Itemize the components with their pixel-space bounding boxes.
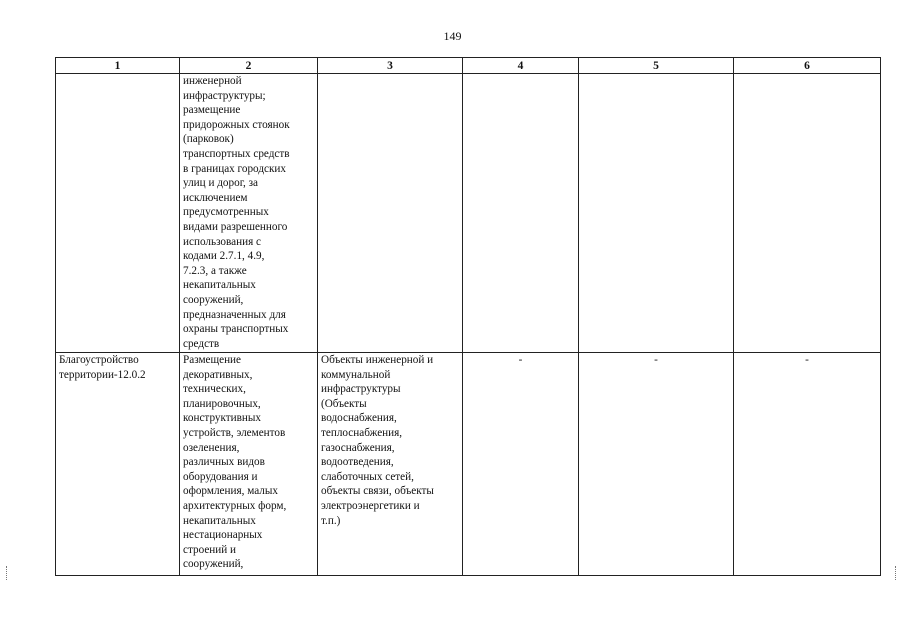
table-row (56, 353, 881, 576)
column-header-1: 1 (56, 58, 180, 74)
column-header-4: 4 (463, 58, 579, 74)
table-cell-col4: - (463, 353, 579, 576)
table-cell-col6: - (734, 353, 881, 576)
table-header-row (56, 58, 881, 74)
table-cell-description: Размещение декоративных, технических, планировочных, конструктивных устройств, элементов озеленения, различных видов оборудования и оформления, малых архитектурных форм, некапитальных нестационарных строений и сооружений, (180, 353, 318, 576)
table-cell-col5 (579, 74, 734, 353)
table-cell-objects: Объекты инженерной и коммунальной инфраструктуры (Объекты водоснабжения, теплоснабжения, газоснабжения, водоотведения, слаботочных сетей, объекты связи, объекты электроэнергетики и т.п.) (318, 353, 463, 576)
page-number: 149 (443, 29, 462, 43)
land-use-table (55, 57, 881, 576)
column-header-6: 6 (734, 58, 881, 74)
scan-edge-mark-right (895, 566, 898, 580)
table-cell-col5: - (579, 353, 734, 576)
table-cell-col4 (463, 74, 579, 353)
table-cell-type: Благоустройство территории-12.0.2 (56, 353, 180, 576)
table-cell-objects (318, 74, 463, 353)
table-row (56, 74, 881, 353)
column-header-3: 3 (318, 58, 463, 74)
column-header-5: 5 (579, 58, 734, 74)
column-header-2: 2 (180, 58, 318, 74)
table-cell-type (56, 74, 180, 353)
table-cell-description: инженерной инфраструктуры; размещение придорожных стоянок (парковок) транспортных средств в границах городских улиц и дорог, за исключением предусмотренных видами разрешенного использования с кодами 2.7.1, 4.9, 7.2.3, а также некапитальных сооружений, предназначенных для охраны транспортных средств (180, 74, 318, 353)
scan-edge-mark-left (6, 566, 9, 580)
table-cell-col6 (734, 74, 881, 353)
